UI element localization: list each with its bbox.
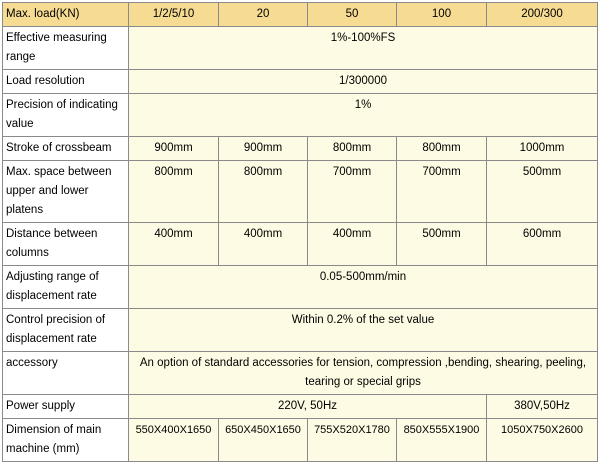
label-precision: Precision of indicating value [3, 94, 129, 137]
row-precision [3, 94, 598, 137]
row-dimension [3, 419, 598, 462]
label-power-supply: Power supply [3, 395, 129, 419]
value-distance-5: 600mm [487, 223, 598, 266]
header-load-200: 200/300 [487, 3, 598, 27]
header-load-20: 20 [219, 3, 308, 27]
value-stroke-3: 800mm [308, 137, 397, 161]
label-dimension: Dimension of main machine (mm) [3, 419, 129, 462]
row-load-resolution [3, 70, 598, 94]
value-stroke-2: 900mm [219, 137, 308, 161]
value-stroke-5: 1000mm [487, 137, 598, 161]
header-load-1: 1/2/5/10 [129, 3, 219, 27]
label-stroke: Stroke of crossbeam [3, 137, 129, 161]
label-adjusting-range: Adjusting range of displacement rate [3, 266, 129, 309]
label-load-resolution: Load resolution [3, 70, 129, 94]
value-precision: 1% [129, 94, 598, 137]
row-max-space [3, 161, 598, 223]
value-dimension-3: 755X520X1780 [308, 419, 397, 462]
value-distance-1: 400mm [129, 223, 219, 266]
value-max-space-2: 800mm [219, 161, 308, 223]
row-stroke [3, 137, 598, 161]
label-accessory: accessory [3, 352, 129, 395]
row-distance-columns [3, 223, 598, 266]
value-stroke-1: 900mm [129, 137, 219, 161]
value-max-space-5: 500mm [487, 161, 598, 223]
value-max-space-4: 700mm [397, 161, 487, 223]
value-distance-3: 400mm [308, 223, 397, 266]
value-max-space-1: 800mm [129, 161, 219, 223]
value-adjusting-range: 0.05-500mm/min [129, 266, 598, 309]
value-stroke-4: 800mm [397, 137, 487, 161]
header-load-50: 50 [308, 3, 397, 27]
value-dimension-5: 1050X750X2600 [487, 419, 598, 462]
label-max-space: Max. space between upper and lower platens [3, 161, 129, 223]
value-power-380v: 380V,50Hz [487, 395, 598, 419]
value-control-precision: Within 0.2% of the set value [129, 309, 598, 352]
label-control-precision: Control precision of displacement rate [3, 309, 129, 352]
value-dimension-1: 550X400X1650 [129, 419, 219, 462]
row-effective-range [3, 27, 598, 70]
label-effective-range: Effective measuring range [3, 27, 129, 70]
header-load-100: 100 [397, 3, 487, 27]
value-dimension-4: 850X555X1900 [397, 419, 487, 462]
value-dimension-2: 650X450X1650 [219, 419, 308, 462]
header-max-load: Max. load(KN) [3, 3, 129, 27]
spec-table [2, 2, 598, 462]
value-distance-4: 500mm [397, 223, 487, 266]
label-distance-columns: Distance between columns [3, 223, 129, 266]
row-power-supply [3, 395, 598, 419]
row-adjusting-range [3, 266, 598, 309]
value-accessory: An option of standard accessories for tension, compression ,bending, shearing, peeling, tearing or special grips [129, 352, 598, 395]
value-load-resolution: 1/300000 [129, 70, 598, 94]
value-max-space-3: 700mm [308, 161, 397, 223]
value-distance-2: 400mm [219, 223, 308, 266]
row-control-precision [3, 309, 598, 352]
value-effective-range: 1%-100%FS [129, 27, 598, 70]
header-row [3, 3, 598, 27]
value-power-220v: 220V, 50Hz [129, 395, 487, 419]
row-accessory [3, 352, 598, 395]
